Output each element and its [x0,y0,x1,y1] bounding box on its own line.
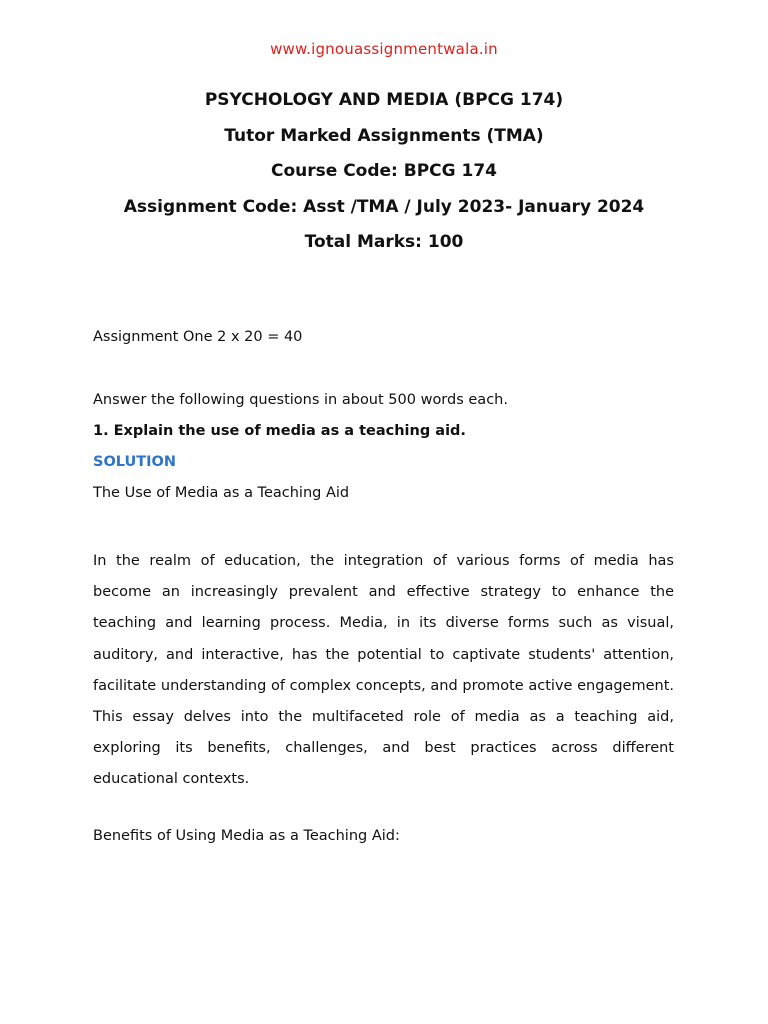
course-code: Course Code: BPCG 174 [270,161,498,181]
assignment-type: Tutor Marked Assignments (TMA) [224,126,544,146]
solution-label: SOLUTION [93,454,177,470]
benefits-heading: Benefits of Using Media as a Teaching Aid: [93,828,400,844]
essay-title: The Use of Media as a Teaching Aid [93,485,350,501]
assignment-one-heading: Assignment One 2 x 20 = 40 [93,329,303,345]
question-1: 1. Explain the use of media as a teaching aid. [93,423,466,439]
total-marks: Total Marks: 100 [304,232,464,252]
course-title: PSYCHOLOGY AND MEDIA (BPCG 174) [204,90,564,110]
assignment-code: Assignment Code: Asst /TMA / July 2023- January 2024 [123,197,645,217]
intro-paragraph: In the realm of education, the integration of various forms of media has become an increasingly prevalent and effective strategy to enhance the teaching and learning process. Media, in its diverse forms such as visual, auditory, and interactive, has the potential to captivate students' attention, facilitate understanding of complex concepts, and promote active engagement. This essay delves into the multifaceted role of media as a teaching aid, exploring its benefits, challenges, and best practices across different educational contexts. [93,553,674,788]
answer-instruction: Answer the following questions in about 500 words each. [93,392,508,408]
site-link[interactable]: www.ignouassignmentwala.in [270,40,498,58]
